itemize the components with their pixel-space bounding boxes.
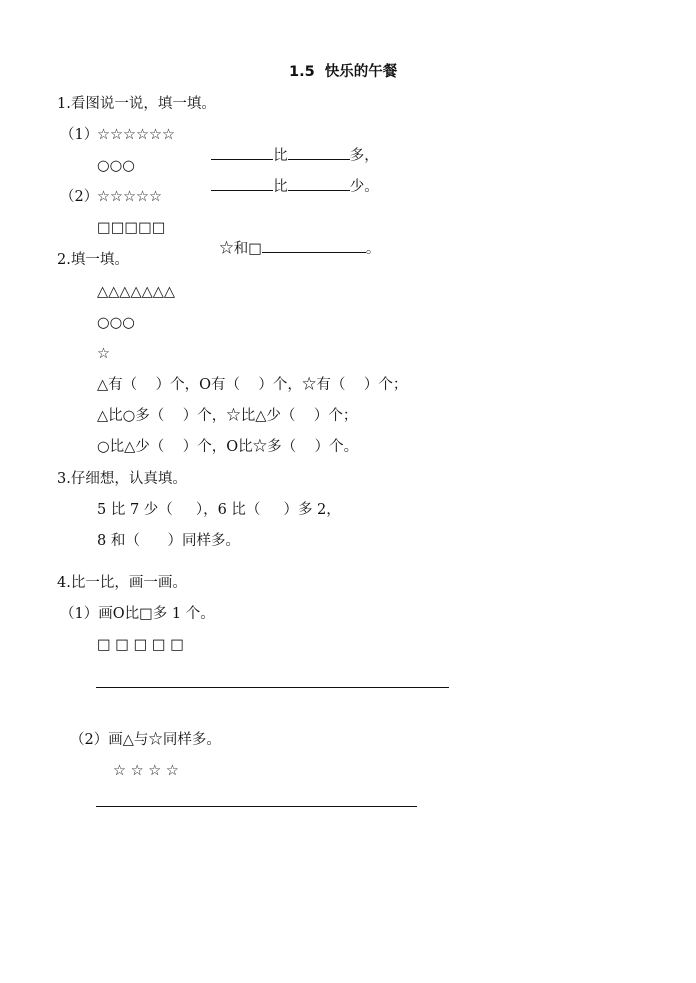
q1-heading: 1.看图说一说，填一填。 <box>57 96 216 112</box>
q4-part1-squares: □ □ □ □ □ <box>97 637 184 653</box>
q2-line1[interactable]: △有（ ）个，O有（ ）个，☆有（ ）个； <box>97 377 408 393</box>
q4-part2-stars: ☆ ☆ ☆ ☆ <box>113 763 179 779</box>
q1-part1-compare-less <box>202 156 379 197</box>
q2-star: ☆ <box>97 346 110 362</box>
q1-part2-label: （2） <box>60 189 99 205</box>
q3-heading: 3.仔细想，认真填。 <box>57 471 187 487</box>
answer-blank[interactable] <box>211 176 273 191</box>
q4-part1-drawing-line[interactable] <box>96 687 449 688</box>
q2-line3[interactable]: ○比△少（ ）个，O比☆多（ ）个。 <box>97 439 359 455</box>
q1-part2-stars: ☆☆☆☆☆ <box>97 189 162 205</box>
answer-blank[interactable] <box>288 176 350 191</box>
q2-circles: ○○○ <box>97 315 135 331</box>
bi-text: 比 <box>273 179 288 195</box>
q2-triangles: △△△△△△△ <box>97 284 176 300</box>
q1-part2-squares: □□□□□ <box>97 220 166 236</box>
q3-line2[interactable]: 8 和（ ）同样多。 <box>97 533 240 549</box>
q4-part1-instruction: （1）画O比□多 1 个。 <box>60 606 215 622</box>
shao-text: 少。 <box>349 179 379 195</box>
q2-heading: 2.填一填。 <box>57 252 129 268</box>
answer-blank[interactable] <box>262 238 366 253</box>
q1-part1-stars: ☆☆☆☆☆☆ <box>97 127 175 143</box>
q4-heading: 4.比一比，画一画。 <box>57 575 187 591</box>
page-title: 1.5 快乐的午餐 <box>289 64 398 80</box>
star-and-square-text: ☆和□ <box>219 241 262 257</box>
q2-line2[interactable]: △比○多（ ）个，☆比△少（ ）个； <box>97 408 358 424</box>
duo-text: 多， <box>349 148 379 164</box>
bi-text: 比 <box>273 148 288 164</box>
q1-part1-label: （1） <box>60 127 99 143</box>
q4-part2-drawing-line[interactable] <box>96 806 417 807</box>
q3-line1[interactable]: 5 比 7 少（ ），6 比（ ）多 2， <box>97 502 341 518</box>
period-text: 。 <box>365 241 381 257</box>
q1-part2-compare <box>210 218 380 259</box>
q4-part2-instruction: （2）画△与☆同样多。 <box>70 732 221 748</box>
q1-part1-circles: ○○○ <box>97 158 135 174</box>
